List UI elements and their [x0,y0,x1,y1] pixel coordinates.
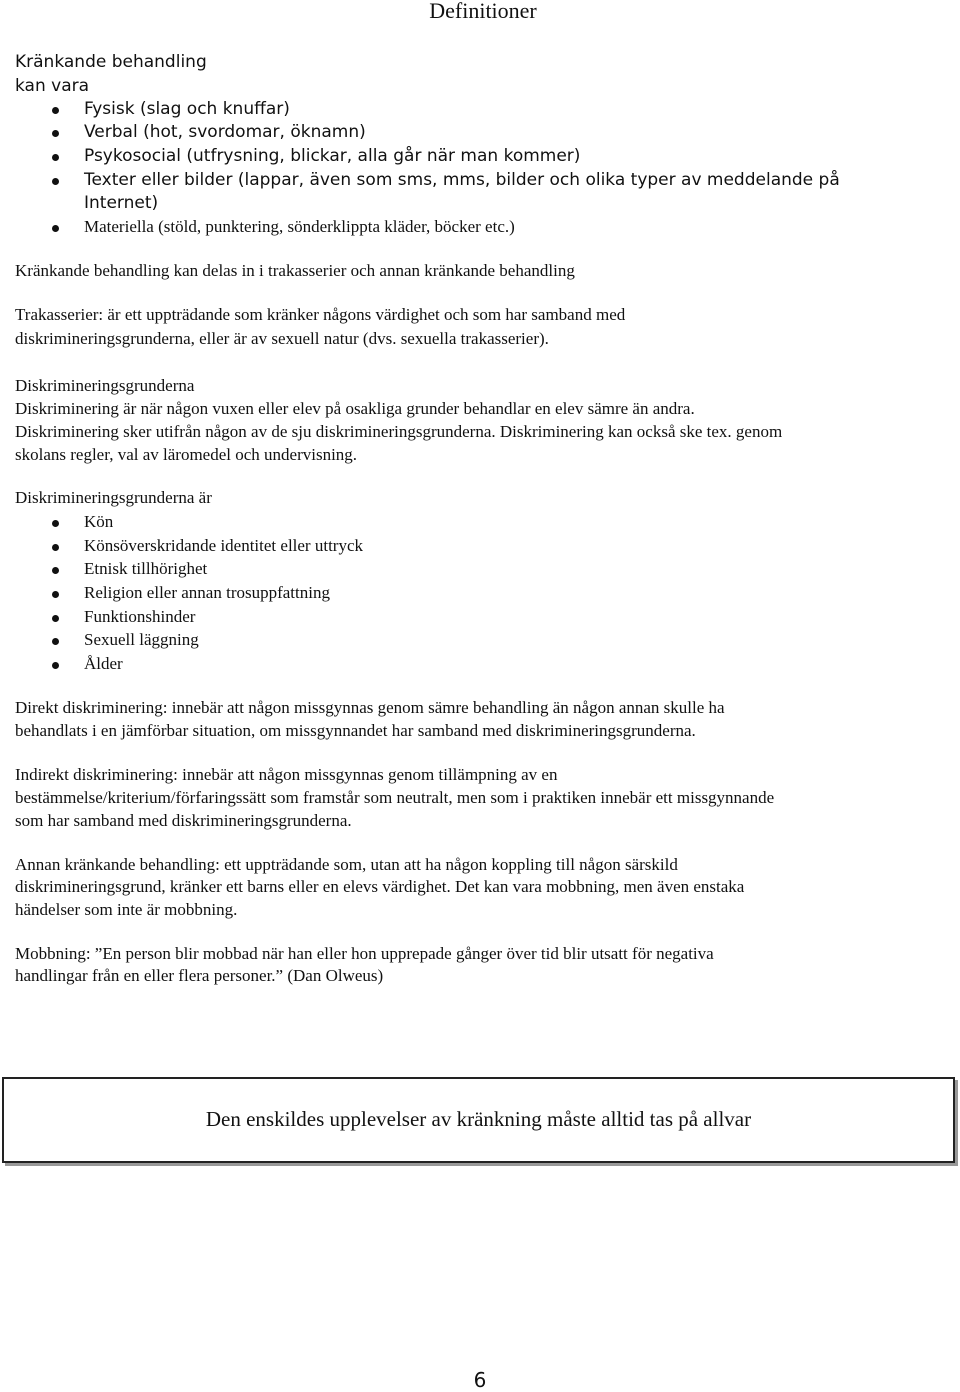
paragraph-annan-line: Annan kränkande behandling: ett uppträdande som, utan att ha någon koppling till någon särskild [15,855,678,874]
paragraph-types: Kränkande behandling kan delas in i trakasserier och annan kränkande behandling [15,261,575,280]
list-item: Texter eller bilder (lappar, även som sms, mms, bilder och olika typer av meddelande på [84,170,840,190]
intro-subheading: kan vara [15,76,90,96]
list-item: Materiella (stöld, punktering, sönderklippta kläder, böcker etc.) [84,217,515,236]
paragraph-diskriminering-line: Diskriminering sker utifrån någon av de sju diskrimineringsgrunderna. Diskriminering kan också ske tex. genom [15,422,783,441]
list-item: Könsöverskridande identitet eller uttryck [84,536,363,555]
paragraph-indirekt-line: bestämmelse/kriterium/förfaringssätt som framstår som neutralt, men som i praktiken innebär ett missgynnande [15,788,775,807]
page-number: 6 [473,1368,487,1392]
notice-text: Den enskildes upplevelser av kränkning måste alltid tas på allvar [205,1107,752,1131]
paragraph-direkt-line: Direkt diskriminering: innebär att någon missgynnas genom sämre behandling än någon annan skulle ha [15,698,725,717]
paragraph-annan-line: händelser som inte är mobbning. [15,900,238,919]
paragraph-trakasserier-line: Trakasserier: är ett uppträdande som kränker någons värdighet och som har samband med [15,305,626,324]
list-item: Etnisk tillhörighet [84,559,208,578]
paragraph-indirekt-line: som har samband med diskrimineringsgrunderna. [15,811,352,830]
paragraph-diskriminering-line: skolans regler, val av läromedel och undervisning. [15,445,358,464]
paragraph-diskriminering-line: Diskrimineringsgrunderna [15,376,195,395]
list-item: Sexuell läggning [84,630,199,649]
paragraph-mobbning-line: handlingar från en eller flera personer.” (Dan Olweus) [15,966,384,985]
list-item: Ålder [84,654,123,673]
page-title: Definitioner [429,0,537,23]
list-item: Verbal (hot, svordomar, öknamn) [84,122,366,142]
notice-box [2,1077,955,1163]
list-item: Funktionshinder [84,607,196,626]
list-item: Religion eller annan trosuppfattning [84,583,330,602]
paragraph-direkt-line: behandlats i en jämförbar situation, om missgynnandet har samband med diskrimineringsgrunderna. [15,721,696,740]
list-item: Fysisk (slag och knuffar) [84,99,290,119]
intro-heading: Kränkande behandling [15,52,207,72]
paragraph-annan-line: diskrimineringsgrund, kränker ett barns eller en elevs värdighet. Det kan vara mobbning, men även enstaka [15,877,745,896]
paragraph-trakasserier-line: diskrimineringsgrunderna, eller är av sexuell natur (dvs. sexuella trakasserier). [15,329,549,348]
paragraph-mobbning-line: Mobbning: ”En person blir mobbad när han eller hon upprepade gånger över tid blir utsatt för negativa [15,944,714,963]
list-item-continuation: Internet) [84,193,159,213]
list-item: Psykosocial (utfrysning, blickar, alla går när man kommer) [84,146,581,166]
paragraph-indirekt-line: Indirekt diskriminering: innebär att någon missgynnas genom tillämpning av en [15,765,558,784]
paragraph-diskriminering-line: Diskriminering är när någon vuxen eller elev på osakliga grunder behandlar en elev sämre än andra. [15,399,695,418]
grounds-heading: Diskrimineringsgrunderna är [15,488,212,507]
list-item: Kön [84,512,114,531]
